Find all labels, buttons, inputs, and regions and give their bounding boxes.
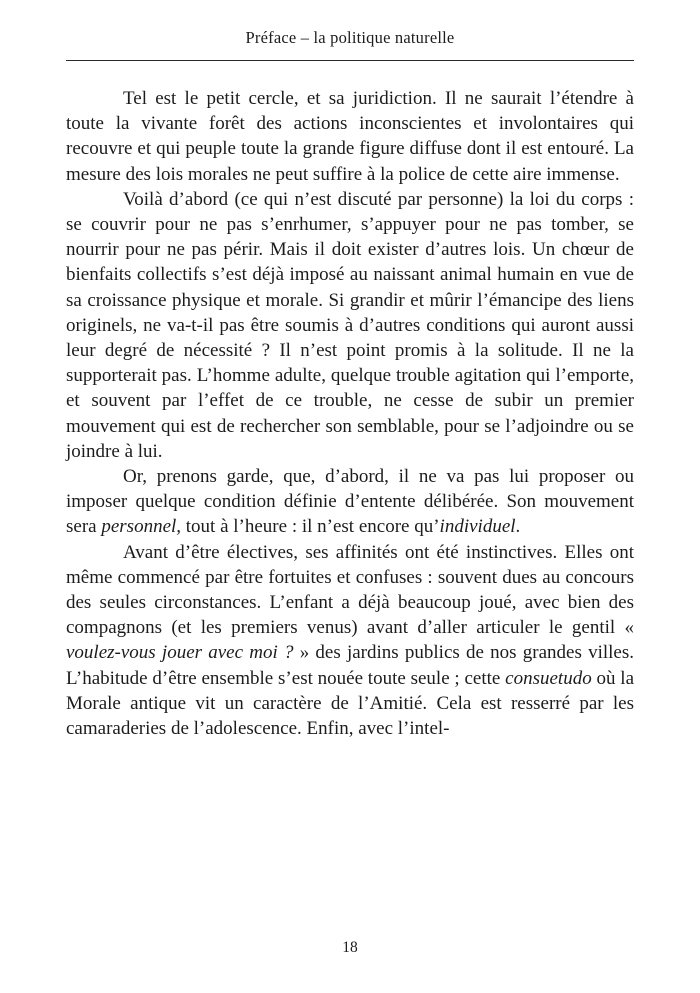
paragraph <box>66 187 634 464</box>
page-body <box>66 86 634 741</box>
text-run: Tel est le petit cercle, et sa juridiction. Il ne saurait l’étendre à toute la vivante forêt des actions inconscientes et involontaires qui recouvre et qui peuple toute la grande figure diffuse dont il est entouré. La mesure des lois morales ne peut suffire à la police de cette aire immense. <box>66 88 634 185</box>
paragraph <box>66 540 634 742</box>
text-run: » des jardins publics de nos grandes villes. L’habitude d’être ensemble s’est nouée toute seule ; cette <box>66 642 634 689</box>
paragraph <box>66 86 634 187</box>
text-run: . <box>515 516 521 538</box>
page-footer <box>0 939 700 957</box>
text-run: Or, prenons garde, que, d’abord, il ne va pas lui proposer ou imposer quelque condition définie d’entente délibérée. Son mouvement sera <box>66 466 634 538</box>
text-run: tout à l’heure : il n’est encore qu’ <box>181 516 440 538</box>
header-rule <box>66 60 634 61</box>
page-header <box>66 28 634 61</box>
italic-text-run: personnel, <box>101 516 182 538</box>
text-run: où la Morale antique vit un caractère de l’Amitié. Cela est resserré par les camaraderies de l’adolescence. Enfin, avec l’intel- <box>66 667 634 740</box>
italic-text-run: consuetudo <box>505 667 592 689</box>
italic-text-run: individuel <box>439 516 516 538</box>
text-run: Voilà d’abord (ce qui n’est discuté par personne) la loi du corps : se couvrir pour ne pas s’enrhumer, s’appuyer pour ne pas tomber, se nourrir pour ne pas périr. Mais il doit exister d’autres lois. Un chœur de bienfaits collectifs s’est déjà imposé au naissant animal humain en vue de sa croissance physique et morale. Si grandir et mûrir l’émancipe des liens originels, ne va-t-il pas être soumis à d’autres conditions qui auront aussi leur degré de nécessité ? Il n’est point promis à la solitude. Il ne la supporterait pas. L’homme adulte, quelque trouble agitation qui l’emporte, et souvent par l’effet de ce trouble, ne cesse de subir un premier mouvement qui est de rechercher son semblable, pour se l’adjoindre ou se joindre à lui. <box>66 188 634 462</box>
paragraph <box>66 464 634 540</box>
running-head: Préface – la politique naturelle <box>245 28 455 47</box>
text-run: Avant d’être électives, ses affinités ont été instinctives. Elles ont même commencé par être fortuites et confuses : souvent dues au concours des seules circonstances. L’enfant a déjà beaucoup joué, avec bien des compagnons (et les premiers venus) avant d’aller articuler le gentil « <box>66 541 634 639</box>
italic-text-run: voulez-vous jouer avec moi ? <box>66 642 294 664</box>
page-number: 18 <box>342 939 358 956</box>
